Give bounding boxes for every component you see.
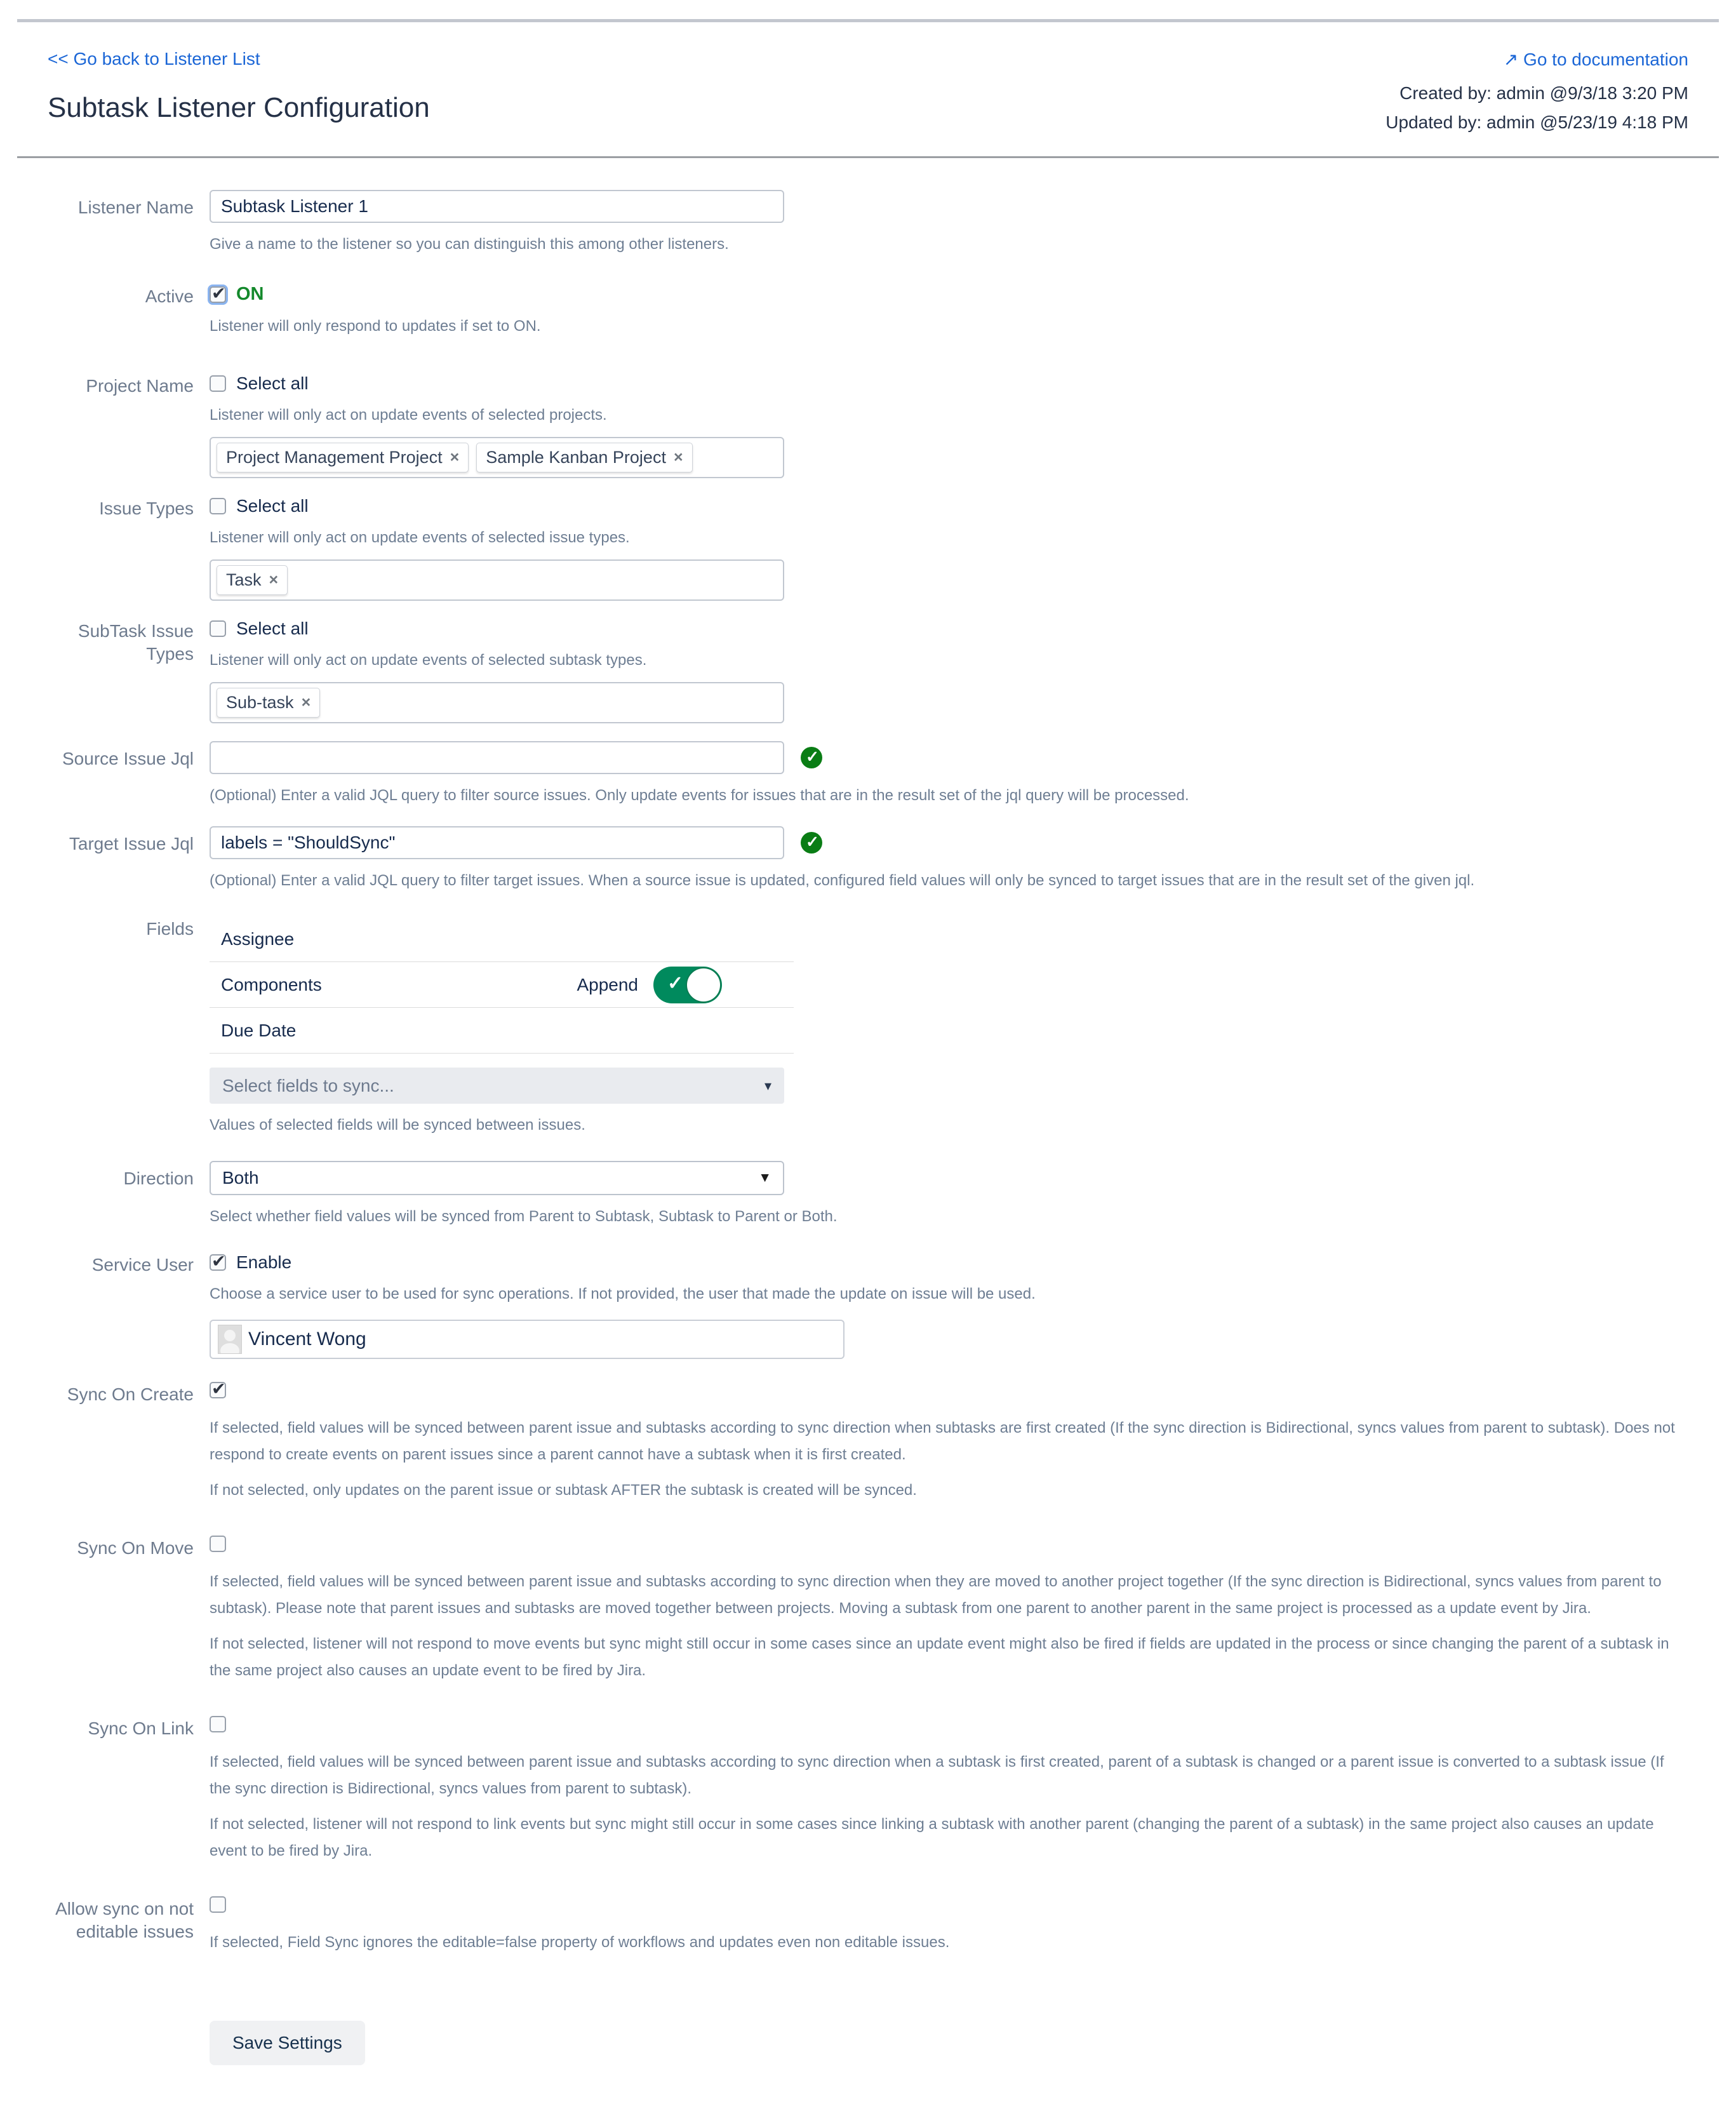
issue-types-multiselect[interactable] — [210, 559, 784, 601]
updated-by-text: Updated by: admin @5/23/19 4:18 PM — [1385, 112, 1688, 132]
target-jql-help: (Optional) Enter a valid JQL query to filter target issues. When a source issue is updated, configured field values will only be synced to target issues that are in the result set of the given jql. — [210, 872, 1475, 889]
save-row — [48, 1983, 1688, 2065]
sync-on-create-help-2: If not selected, only updates on the parent issue or subtask AFTER the subtask is created will be synced. — [210, 1482, 917, 1499]
direction-row — [48, 1161, 1688, 1229]
listener-name-input[interactable] — [210, 190, 784, 223]
subtask-issue-types-row — [48, 619, 1688, 723]
page-header — [0, 22, 1736, 137]
save-settings-button[interactable]: Save Settings — [210, 2021, 365, 2065]
jql-valid-check-icon — [801, 832, 822, 854]
synced-fields-list — [210, 916, 794, 1054]
allow-sync-not-editable-row — [48, 1896, 1688, 1965]
target-jql-label: Target Issue Jql — [69, 834, 194, 854]
issue-types-label: Issue Types — [99, 499, 194, 518]
sync-on-link-help-1: If selected, field values will be synced between parent issue and subtasks according to sync direction when a subtask is first created, parent of a subtask is changed or a parent issue is converted to a subtask issue (If the sync direction is Bidirectional, syncs values from parent to subtask). — [210, 1753, 1664, 1797]
allow-sync-not-editable-label: Allow sync on not editable issues — [55, 1899, 194, 1941]
fields-label: Fields — [146, 919, 194, 939]
listener-name-help: Give a name to the listener so you can distinguish this among other listeners. — [210, 236, 729, 253]
sync-on-create-row — [48, 1382, 1688, 1513]
sync-on-move-help-1: If selected, field values will be synced between parent issue and subtasks according to sync direction when they are moved to another project together (If the sync direction is Bidirectional, syncs values from parent to subtask). Please note that parent issues and subtasks are moved together between projects. Moving a subtask from one parent to another parent in the same project is processed as a update event by Jira. — [210, 1573, 1662, 1617]
select-fields-placeholder: Select fields to sync... — [222, 1075, 394, 1095]
sync-on-create-checkbox[interactable] — [210, 1382, 226, 1398]
field-item-assignee: Assignee — [210, 916, 794, 962]
source-jql-row — [48, 741, 1688, 808]
chevron-down-icon — [765, 1078, 771, 1094]
active-help: Listener will only respond to updates if set to ON. — [210, 318, 541, 335]
sync-on-link-label: Sync On Link — [88, 1718, 194, 1738]
target-jql-row — [48, 826, 1688, 894]
project-tag: Project Management Project × — [217, 443, 469, 472]
service-user-enable-label: Enable — [236, 1252, 292, 1272]
sync-on-move-row — [48, 1536, 1688, 1693]
allow-sync-not-editable-checkbox[interactable] — [210, 1896, 226, 1913]
subtask-issue-types-label: SubTask Issue Types — [77, 621, 194, 664]
service-user-label: Service User — [91, 1255, 194, 1275]
remove-tag-icon[interactable]: × — [269, 571, 279, 589]
back-to-listener-list-link[interactable]: << Go back to Listener List — [48, 49, 260, 69]
project-select-all-checkbox[interactable] — [210, 375, 226, 392]
project-tag: Sample Kanban Project × — [476, 443, 692, 472]
fields-help: Values of selected fields will be synced between issues. — [210, 1116, 585, 1134]
sync-on-link-row — [48, 1716, 1688, 1873]
source-jql-label: Source Issue Jql — [62, 749, 194, 768]
created-by-text: Created by: admin @9/3/18 3:20 PM — [1399, 83, 1688, 103]
service-user-help: Choose a service user to be used for sync operations. If not provided, the user that made the update on issue will be used. — [210, 1285, 1036, 1302]
user-avatar-icon — [218, 1325, 242, 1354]
active-on-text: ON — [236, 284, 264, 304]
remove-tag-icon[interactable]: × — [450, 448, 460, 466]
field-item-due-date: Due Date — [210, 1008, 794, 1054]
page-title: Subtask Listener Configuration — [48, 92, 430, 123]
service-user-name: Vincent Wong — [248, 1329, 366, 1349]
sync-on-move-checkbox[interactable] — [210, 1536, 226, 1552]
project-name-help: Listener will only act on update events of selected projects. — [210, 406, 607, 424]
target-jql-input[interactable] — [210, 826, 784, 859]
subtask-type-tag: Sub-task × — [217, 688, 320, 718]
direction-selected-value: Both — [222, 1168, 259, 1188]
source-jql-help: (Optional) Enter a valid JQL query to filter source issues. Only update events for issues that are in the result set of the jql query will be processed. — [210, 787, 1189, 804]
direction-label: Direction — [123, 1168, 194, 1188]
subtask-select-all-label: Select all — [236, 619, 309, 638]
active-row — [48, 284, 1688, 339]
go-to-documentation-link[interactable]: ↗ Go to documentation — [1503, 50, 1688, 69]
sync-on-create-help-1: If selected, field values will be synced between parent issue and subtasks according to sync direction when subtasks are first created (If the sync direction is Bidirectional, syncs values from parent to subtask). Does not respond to create events on parent issues since a parent cannot have a subtask when it is first created. — [210, 1419, 1675, 1463]
project-name-row — [48, 373, 1688, 478]
subtask-types-multiselect[interactable] — [210, 682, 784, 723]
source-jql-input[interactable] — [210, 741, 784, 774]
fields-row — [48, 916, 1688, 1138]
external-link-icon: ↗ — [1503, 50, 1519, 69]
project-name-label: Project Name — [86, 376, 194, 396]
project-select-all-label: Select all — [236, 373, 309, 393]
listener-config-form — [0, 158, 1736, 2116]
direction-help: Select whether field values will be synced from Parent to Subtask, Subtask to Parent or Both. — [210, 1208, 838, 1225]
listener-name-row — [48, 190, 1688, 257]
listener-name-label: Listener Name — [77, 198, 194, 217]
service-user-picker[interactable] — [210, 1320, 845, 1359]
allow-sync-not-editable-help: If selected, Field Sync ignores the editable=false property of workflows and updates even non editable issues. — [210, 1934, 950, 1951]
select-caret-icon — [758, 1170, 771, 1186]
sync-on-move-help-2: If not selected, listener will not respond to move events but sync might still occur in some cases since an update event might also be fired if fields are updated in the process or since changing the parent of a subtask in the same project also causes an update event to be fired by Jira. — [210, 1635, 1669, 1679]
project-multiselect[interactable] — [210, 437, 784, 478]
select-fields-dropdown[interactable] — [210, 1068, 784, 1104]
issue-types-row — [48, 496, 1688, 601]
issue-type-tag: Task × — [217, 565, 288, 595]
field-item-components: Components Append ✓ — [210, 962, 794, 1008]
active-checkbox[interactable] — [210, 286, 226, 303]
sync-on-create-label: Sync On Create — [67, 1384, 194, 1404]
direction-select[interactable] — [210, 1161, 784, 1195]
subtask-select-all-checkbox[interactable] — [210, 620, 226, 637]
issue-types-help: Listener will only act on update events of selected issue types. — [210, 529, 630, 546]
append-label: Append — [577, 974, 638, 994]
append-toggle[interactable] — [653, 967, 722, 1003]
service-user-row — [48, 1252, 1688, 1359]
remove-tag-icon[interactable]: × — [301, 693, 311, 711]
service-user-enable-checkbox[interactable] — [210, 1254, 226, 1271]
remove-tag-icon[interactable]: × — [673, 448, 683, 466]
jql-valid-check-icon — [801, 747, 822, 768]
sync-on-link-checkbox[interactable] — [210, 1716, 226, 1732]
subtask-issue-types-help: Listener will only act on update events of selected subtask types. — [210, 652, 647, 669]
sync-on-link-help-2: If not selected, listener will not respond to link events but sync might still occur in some cases since linking a subtask with another parent (changing the parent of a subtask) in the same project also causes an update event to be fired by Jira. — [210, 1816, 1654, 1859]
sync-on-move-label: Sync On Move — [77, 1538, 194, 1558]
issue-types-select-all-checkbox[interactable] — [210, 498, 226, 514]
issue-types-select-all-label: Select all — [236, 496, 309, 516]
active-label: Active — [145, 286, 194, 306]
